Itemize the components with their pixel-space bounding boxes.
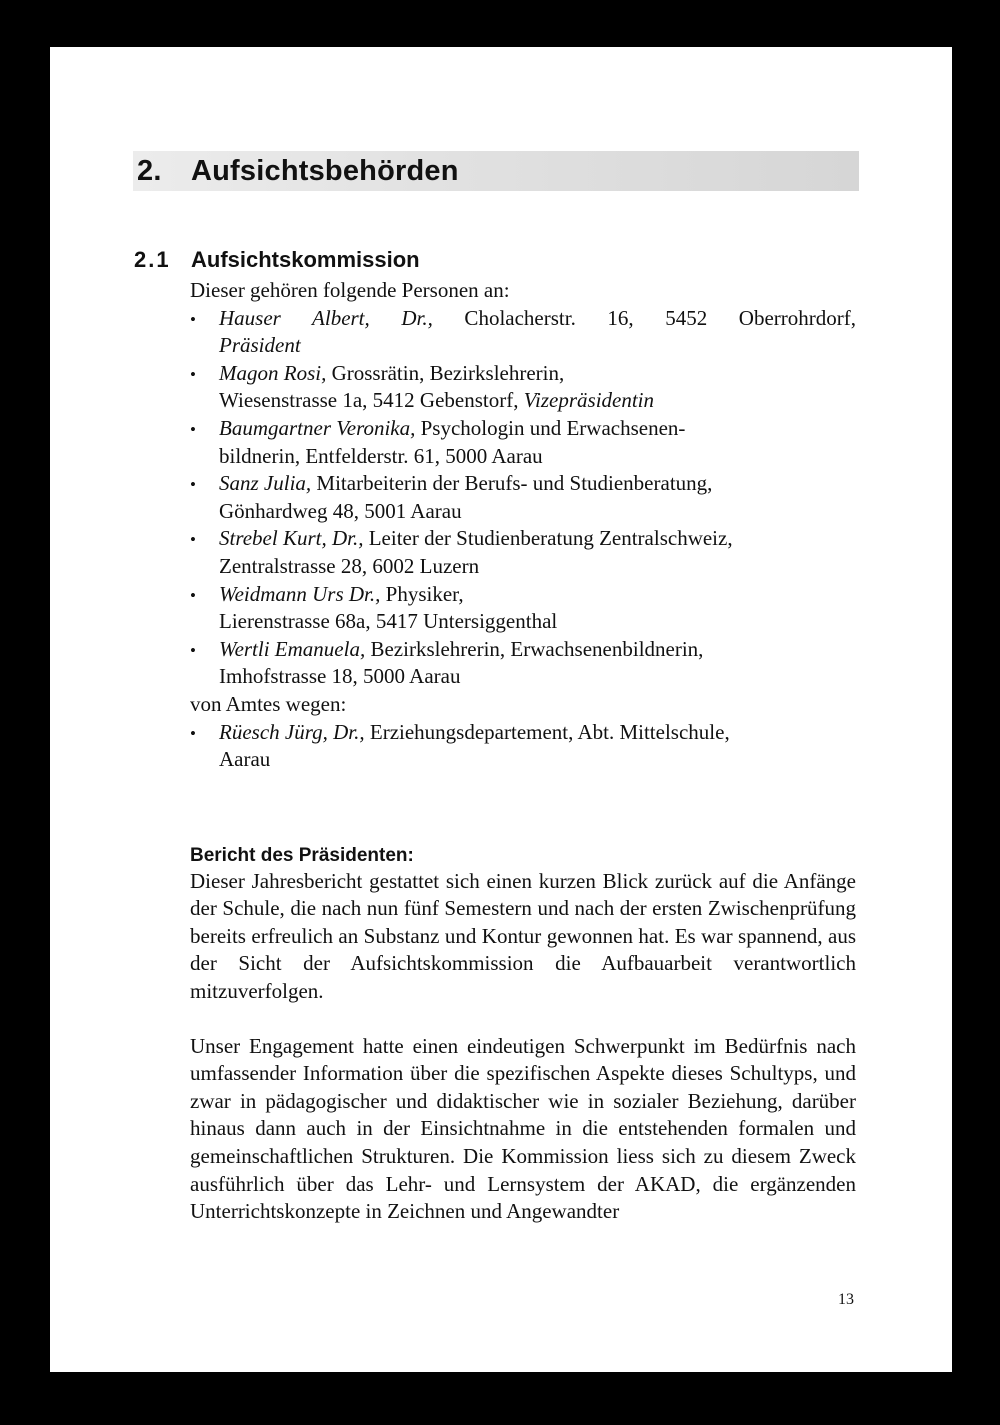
member-line-2 [219,553,856,581]
section-number: 2.1 [134,247,171,272]
member-address: Zentralstrasse 28, 6002 Luzern [219,553,480,578]
chapter-heading [137,155,459,188]
member-address: bildnerin, Entfelderstr. 61, 5000 Aarau [219,443,543,468]
chapter-number: 2. [137,155,162,187]
member-address: Imhofstrasse 18, 5000 Aarau [219,664,461,689]
ex-officio-label: von Amtes wegen: [190,691,347,716]
member-details: Bezirkslehrerin, Erwachsenenbildnerin, [365,636,704,661]
list-item [190,305,856,360]
list-item [190,470,856,525]
member-name: Baumgartner Veronika, [219,415,416,440]
list-item [190,360,856,415]
member-details: Leiter der Studienberatung Zentralschweiz, [363,526,733,551]
member-name: Rüesch Jürg, Dr., [219,719,365,744]
report-paragraph: Dieser Jahresbericht gestattet sich einen kurzen Blick zurück auf die Anfänge der Schule, die nach nun fünf Semestern und nach der ersten Zwischenprüfung bereits erfreulich an Substanz und Kontur gewonnen hat. Es war spannend, aus der Sicht der Aufsichtskommission die Aufbauarbeit verantwortlich mitzuverfolgen. [190,868,856,1004]
member-line-1 [219,415,856,443]
members-intro: Dieser gehören folgende Personen an: [190,278,510,302]
list-item [190,719,856,774]
chapter-heading-bar [133,151,859,191]
member-name: Magon Rosi, [219,360,327,385]
member-name: Strebel Kurt, Dr., [219,526,364,551]
member-details: Physiker, [380,581,464,606]
member-line-2 [219,498,856,526]
member-details: Psychologin und Erwachsenen- [415,415,686,440]
member-details: Mitarbeiterin der Berufs- und Studienberatung, [311,471,713,496]
member-line-1 [219,525,856,553]
member-line-1 [219,581,856,609]
member-line-1 [219,470,856,498]
list-item [190,415,856,470]
member-address: Aarau [219,747,271,772]
members-list [190,305,856,691]
member-line-1 [219,360,856,388]
section-title: Aufsichtskommission [191,247,420,272]
report-paragraph: Unser Engagement hatte einen eindeutigen Schwerpunkt im Bedürfnis nach umfassender Information über die spezifischen Aspekte dieses Schultyps, und zwar in pädagogischer und didaktischer wie in sozialer Beziehung, darüber hinaus dann auch in der Einsichtnahme in die entstehenden formalen und gemeinschaftlichen Strukturen. Die Kommission liess sich zu diesem Zweck ausführlich über das Lehr- und Lernsystem der AKAD, die ergänzenden Unterrichtskonzepte in Zeichnen und Angewandter [190,1033,856,1224]
member-line-2 [219,746,856,774]
member-role: Vizepräsidentin [523,388,655,413]
member-line-2 [219,663,856,691]
chapter-title: Aufsichtsbehörden [191,155,459,187]
member-details: Cholacherstr. 16, 5452 Oberrohrdorf, [432,305,857,330]
document-page [50,47,952,1372]
list-item [190,581,856,636]
member-address: Lierenstrasse 68a, 5417 Untersiggenthal [219,609,558,634]
ex-officio-list [190,719,856,774]
report-heading: Bericht des Präsidenten: [190,844,414,866]
member-name: Wertli Emanuela, [219,636,366,661]
member-name: Weidmann Urs Dr., [219,581,381,606]
page-number: 13 [838,1291,854,1308]
member-address: Wiesenstrasse 1a, 5412 Gebenstorf, [219,388,524,413]
main-content [190,277,856,1226]
member-line-2 [219,443,856,471]
member-line-1 [219,636,856,664]
member-role: Präsident [219,333,301,358]
list-item [190,525,856,580]
list-item [190,636,856,691]
section-heading [134,247,420,273]
member-address: Gönhardweg 48, 5001 Aarau [219,498,462,523]
member-details: Grossrätin, Bezirkslehrerin, [326,360,565,385]
member-name: Sanz Julia, [219,471,312,496]
member-line-1 [219,719,856,747]
member-line-2 [219,387,856,415]
member-line-1 [219,305,856,333]
member-details: Erziehungsdepartement, Abt. Mittelschule, [364,719,730,744]
member-line-2 [219,332,856,360]
member-line-2 [219,608,856,636]
member-name: Hauser Albert, Dr., [219,305,433,330]
